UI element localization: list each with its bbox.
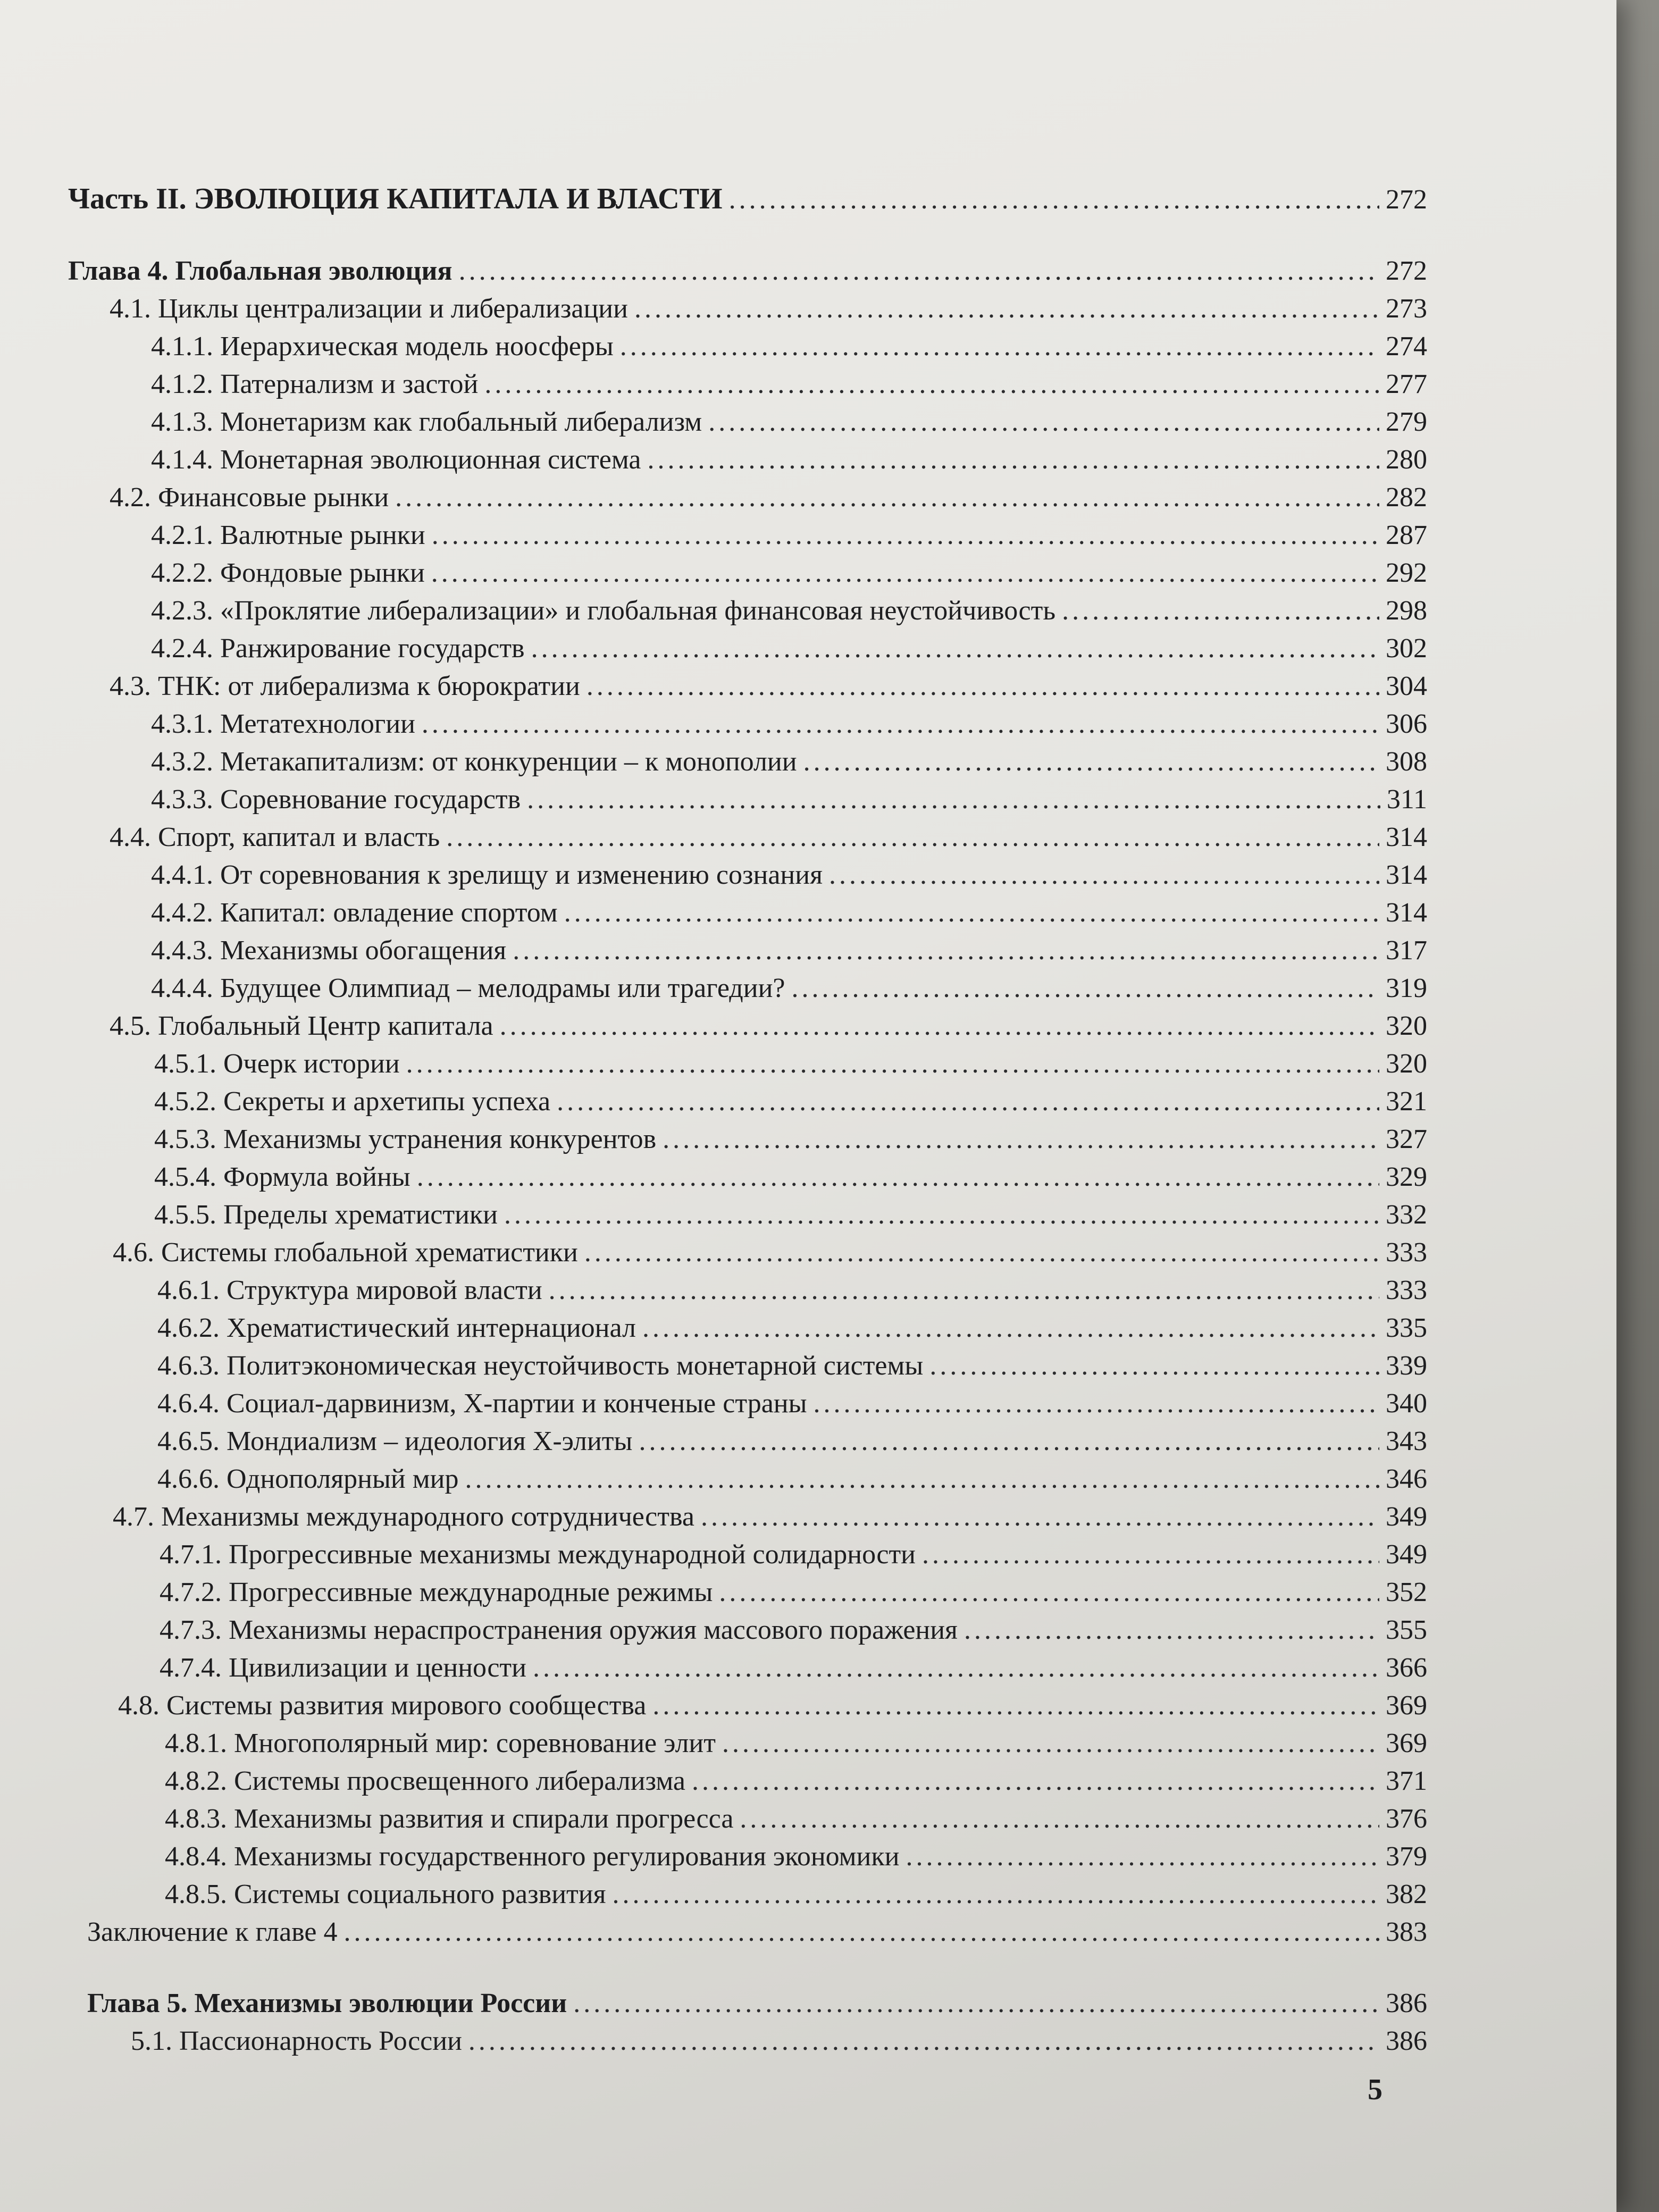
toc-entry-page: 349 [1386, 1539, 1427, 1570]
toc-entry-title: 4.5.1. Очерк истории [154, 1049, 400, 1079]
dot-leader [722, 1724, 1379, 1763]
toc-subsection [151, 441, 1427, 479]
toc-entry-title: 4.1.1. Иерархическая модель ноосферы [151, 331, 614, 362]
dot-leader [692, 1762, 1379, 1800]
toc-entry-page: 282 [1386, 482, 1427, 513]
dot-leader [531, 630, 1379, 668]
toc-subsection [154, 1120, 1427, 1159]
toc-subsection [151, 894, 1427, 932]
toc-entry-title: 4.5.5. Пределы хрематистики [154, 1200, 498, 1230]
toc-entry-page: 272 [1386, 185, 1427, 215]
toc-subsection [165, 1762, 1427, 1800]
toc-entry-title: 4.2. Финансовые рынки [110, 482, 389, 513]
toc-subsection [157, 1422, 1427, 1461]
dot-leader [468, 2022, 1379, 2060]
toc-section [118, 1687, 1427, 1725]
toc-entry-page: 273 [1386, 294, 1427, 324]
toc-entry-page: 272 [1386, 256, 1427, 286]
toc-entry-page: 279 [1386, 407, 1427, 437]
toc-subsection [151, 403, 1427, 441]
dot-leader [708, 403, 1379, 441]
toc-subsection [151, 932, 1427, 970]
toc-entry-page: 329 [1386, 1162, 1427, 1192]
dot-leader [803, 743, 1379, 781]
toc-entry-title: 4.5. Глобальный Центр капитала [110, 1011, 493, 1041]
toc-entry-page: 352 [1386, 1577, 1427, 1607]
toc-subsection [160, 1573, 1427, 1612]
dot-leader [613, 1875, 1379, 1914]
dot-leader [417, 1158, 1379, 1196]
dot-leader [344, 1913, 1380, 1951]
toc-entry-title: Часть II. ЭВОЛЮЦИЯ КАПИТАЛА И ВЛАСТИ [68, 182, 723, 215]
dot-leader [573, 1984, 1379, 2023]
toc-subsection [157, 1385, 1427, 1423]
toc-subsection [160, 1611, 1427, 1649]
toc-subsection [151, 969, 1427, 1008]
toc-subsection [151, 554, 1427, 592]
toc-entry-page: 320 [1386, 1049, 1427, 1079]
toc-entry-title: 4.4.1. От соревнования к зрелищу и изменению сознания [151, 860, 823, 890]
toc-entry-title: 4.8.5. Системы социального развития [165, 1879, 606, 1909]
toc-entry-page: 292 [1386, 558, 1427, 588]
toc-entry-page: 314 [1386, 898, 1427, 928]
dot-leader [484, 365, 1379, 404]
toc-entry-page: 382 [1386, 1879, 1427, 1909]
toc-subsection [165, 1875, 1427, 1914]
dot-leader [639, 1422, 1379, 1461]
toc-subsection [151, 516, 1427, 555]
toc-entry-title: 4.7.2. Прогрессивные международные режимы [160, 1577, 713, 1607]
toc-subsection [157, 1347, 1427, 1385]
toc-entry-title: 4.6.5. Мондиализм – идеология Х-элиты [157, 1426, 633, 1456]
dot-leader [432, 516, 1379, 555]
dot-leader [557, 1083, 1379, 1121]
dot-leader [729, 181, 1379, 219]
toc-entry-page: 327 [1386, 1124, 1427, 1154]
toc-subsection [154, 1158, 1427, 1196]
dot-leader [431, 554, 1379, 592]
toc-entry-title: 5.1. Пассионарность России [131, 2026, 462, 2056]
page-number: 5 [1368, 2073, 1382, 2106]
toc-entry-title: Глава 4. Глобальная эволюция [68, 256, 453, 286]
toc-entry-page: 311 [1386, 784, 1427, 815]
dot-leader [465, 1460, 1380, 1498]
toc-entry-page: 332 [1386, 1200, 1427, 1230]
dot-leader [647, 441, 1379, 479]
toc-entry-title: 4.1. Циклы централизации и либерализации [110, 294, 628, 324]
toc-entry-title: 4.3.1. Метатехнологии [151, 709, 415, 739]
toc-entry-page: 366 [1386, 1653, 1427, 1683]
toc-entry-title: 4.8.4. Механизмы государственного регулирования экономики [165, 1841, 900, 1872]
toc-entry-title: 4.8.1. Многополярный мир: соревнование элит [165, 1728, 716, 1758]
toc-entry-title: 4.8.2. Системы просвещенного либерализма [165, 1766, 685, 1796]
toc-section [110, 1007, 1427, 1045]
dot-leader [564, 894, 1379, 932]
toc-section [113, 1234, 1427, 1272]
toc-subsection [151, 592, 1427, 630]
dot-leader [620, 328, 1379, 366]
toc-subsection [157, 1460, 1427, 1498]
toc-subsection [151, 856, 1427, 894]
toc-section [110, 290, 1427, 328]
toc-entry-title: 4.2.4. Ранжирование государств [151, 633, 525, 664]
toc-entry-page: 386 [1386, 2026, 1427, 2056]
toc-entry-title: 4.6.4. Социал-дарвинизм, Х-партии и конченые страны [157, 1388, 807, 1419]
toc-subsection [151, 328, 1427, 366]
toc-entry-page: 277 [1386, 369, 1427, 399]
dot-leader [642, 1309, 1379, 1347]
toc-entry-title: 4.6. Системы глобальной хрематистики [113, 1237, 578, 1268]
toc-entry-page: 333 [1386, 1275, 1427, 1305]
dot-leader [829, 856, 1379, 894]
toc-chapter-heading [68, 252, 1427, 290]
dot-leader [740, 1800, 1379, 1838]
dot-leader [1062, 592, 1379, 630]
dot-leader [533, 1649, 1379, 1687]
toc-entry-page: 371 [1386, 1766, 1427, 1796]
toc-entry-page: 306 [1386, 709, 1427, 739]
toc-entry-title: 4.3.3. Соревнование государств [151, 784, 521, 815]
toc-entry-page: 304 [1386, 671, 1427, 701]
toc-entry-title: 4.4.3. Механизмы обогащения [151, 935, 507, 966]
toc-entry-title: 4.7.1. Прогрессивные механизмы международной солидарности [160, 1539, 916, 1570]
toc-entry-page: 343 [1386, 1426, 1427, 1456]
toc-subsection [151, 705, 1427, 743]
dot-leader [814, 1385, 1379, 1423]
toc-entry-title: Заключение к главе 4 [87, 1917, 338, 1947]
dot-leader [906, 1838, 1379, 1876]
toc-entry-title: 4.6.3. Политэкономическая неустойчивость монетарной системы [157, 1351, 924, 1381]
toc-entry-page: 319 [1386, 973, 1427, 1003]
toc-entry-title: 4.7.3. Механизмы нераспространения оружия массового поражения [160, 1615, 958, 1645]
toc-entry-page: 346 [1386, 1464, 1427, 1494]
toc-subsection [151, 743, 1427, 781]
toc-subsection [151, 781, 1427, 819]
toc-entry-page: 349 [1386, 1502, 1427, 1532]
toc-entry-title: 4.7. Механизмы международного сотрудничества [113, 1502, 694, 1532]
toc-entry-page: 314 [1386, 822, 1427, 852]
dot-leader [459, 252, 1379, 290]
toc-entry-page: 274 [1386, 331, 1427, 362]
toc-entry-page: 308 [1386, 747, 1427, 777]
toc-entry-page: 287 [1386, 520, 1427, 550]
toc-entry-page: 333 [1386, 1237, 1427, 1268]
dot-leader [527, 781, 1380, 819]
toc-entry-title: 4.8. Системы развития мирового сообщества [118, 1690, 647, 1721]
toc-entry-page: 280 [1386, 445, 1427, 475]
toc-chapter-heading [87, 1984, 1427, 2023]
toc-entry-title: 4.8.3. Механизмы развития и спирали прогресса [165, 1804, 734, 1834]
toc-entry-page: 320 [1386, 1011, 1427, 1041]
toc-subsection [160, 1649, 1427, 1687]
dot-leader [446, 818, 1379, 857]
toc-subsection [165, 1724, 1427, 1763]
toc-subsection [157, 1309, 1427, 1347]
toc-entry-title: 4.4.2. Капитал: овладение спортом [151, 898, 558, 928]
dot-leader [406, 1045, 1379, 1083]
dot-leader [513, 932, 1379, 970]
toc-entry-page: 314 [1386, 860, 1427, 890]
toc-entry-title: 4.7.4. Цивилизации и ценности [160, 1653, 526, 1683]
toc-entry-title: Глава 5. Механизмы эволюции России [87, 1988, 567, 2018]
toc-subsection [154, 1196, 1427, 1234]
toc-entry-title: 4.4. Спорт, капитал и власть [110, 822, 440, 852]
toc-section [110, 479, 1427, 517]
toc-entry-title: 4.4.4. Будущее Олимпиад – мелодрамы или трагедии? [151, 973, 785, 1003]
toc-entry-title: 4.2.3. «Проклятие либерализации» и глобальная финансовая неустойчивость [151, 596, 1056, 626]
toc-subsection [154, 1083, 1427, 1121]
toc-entry-title: 4.3.2. Метакапитализм: от конкуренции – к монополии [151, 747, 797, 777]
dot-leader [701, 1498, 1379, 1536]
dot-leader [719, 1573, 1379, 1612]
toc-subsection [151, 630, 1427, 668]
toc-entry-page: 379 [1386, 1841, 1427, 1872]
toc-entry-page: 335 [1386, 1313, 1427, 1343]
toc-entry-title: 4.6.1. Структура мировой власти [157, 1275, 542, 1305]
toc-conclusion [87, 1913, 1427, 1951]
toc-subsection [154, 1045, 1427, 1083]
toc-entry-page: 386 [1386, 1988, 1427, 2018]
dot-leader [586, 667, 1379, 706]
toc-entry-title: 4.1.2. Патернализм и застой [151, 369, 479, 399]
toc-entry-page: 369 [1386, 1728, 1427, 1758]
dot-leader [634, 290, 1379, 328]
toc-entry-page: 298 [1386, 596, 1427, 626]
toc-subsection [165, 1800, 1427, 1838]
dot-leader [652, 1687, 1379, 1725]
dot-leader [500, 1007, 1379, 1045]
toc-entry-page: 355 [1386, 1615, 1427, 1645]
toc-subsection [160, 1536, 1427, 1574]
dot-leader [663, 1120, 1379, 1159]
dot-leader [549, 1271, 1379, 1310]
toc-entry-title: 4.5.4. Формула войны [154, 1162, 410, 1192]
toc-section [110, 667, 1427, 706]
toc-section [113, 1498, 1427, 1536]
toc-entry-title: 4.1.3. Монетаризм как глобальный либерализм [151, 407, 702, 437]
dot-leader [964, 1611, 1379, 1649]
toc-entry-title: 4.5.3. Механизмы устранения конкурентов [154, 1124, 657, 1154]
toc-entry-page: 376 [1386, 1804, 1427, 1834]
toc-entry-page: 302 [1386, 633, 1427, 664]
toc-entry-title: 4.6.6. Однополярный мир [157, 1464, 459, 1494]
dot-leader [791, 969, 1379, 1008]
toc-part-heading [68, 180, 1427, 218]
toc-entry-page: 339 [1386, 1351, 1427, 1381]
dot-leader [422, 705, 1379, 743]
toc-entry-page: 369 [1386, 1690, 1427, 1721]
dot-leader [584, 1234, 1379, 1272]
toc-entry-title: 4.2.1. Валютные рынки [151, 520, 425, 550]
toc-entry-page: 317 [1386, 935, 1427, 966]
toc-subsection [157, 1271, 1427, 1310]
toc-subsection [151, 365, 1427, 404]
toc-entry-title: 4.5.2. Секреты и архетипы успеха [154, 1086, 551, 1117]
dot-leader [929, 1347, 1379, 1385]
toc-entry-title: 4.1.4. Монетарная эволюционная система [151, 445, 641, 475]
toc-section [131, 2022, 1427, 2060]
toc-entry-title: 4.6.2. Хрематистический интернационал [157, 1313, 636, 1343]
toc-entry-page: 321 [1386, 1086, 1427, 1117]
toc-entry-page: 340 [1386, 1388, 1427, 1419]
dot-leader [395, 479, 1379, 517]
toc-section [110, 818, 1427, 857]
toc-entry-title: 4.3. ТНК: от либерализма к бюрократии [110, 671, 580, 701]
toc-entry-page: 383 [1386, 1917, 1427, 1947]
toc-subsection [165, 1838, 1427, 1876]
toc-entry-title: 4.2.2. Фондовые рынки [151, 558, 425, 588]
dot-leader [504, 1196, 1379, 1234]
dot-leader [922, 1536, 1379, 1574]
